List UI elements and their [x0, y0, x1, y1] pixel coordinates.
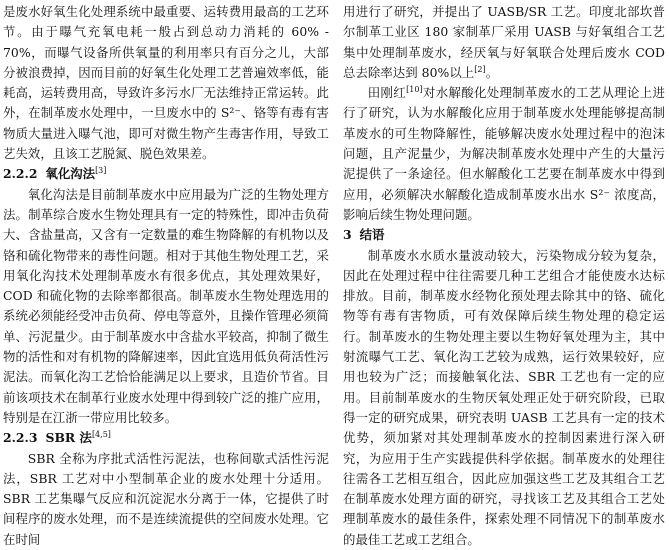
paragraph-uasb: [343, 2, 665, 83]
paragraph-text: 。: [485, 64, 499, 80]
section-number: 2.2.3: [3, 430, 38, 446]
section-title: 结语: [359, 227, 385, 243]
right-column: [343, 2, 665, 550]
paragraph-text: 用进行了研究，并提出了 UASB/SR 工艺。印度北部坎普尔制革工业区 180 家制革厂采用 UASB 与好氧组合工艺集中处理制革废水，经厌氧与好氧联合处理后废水 COD 总去除率达到 80%以上: [343, 4, 665, 80]
citation: [3]: [95, 166, 107, 176]
paragraph-oxidation-ditch: 氧化沟法是目前制革废水中应用最为广泛的生物处理方法。制革综合废水生物处理具有一定的特殊性，即冲击负荷大、含盐量高，又含有一定数量的难生物降解的有机物以及铬和硫化物带来的毒性问题。相对于其他生物处理工艺，采用氧化沟技术处理制革废水有很多优点，其处理效果好，COD 和硫化物的去除率都很高。制革废水生物处理选用的系统必须能经受冲击负荷、停电等意外，且操作管理必须简单、污泥量少。由于制革废水中含盐水平较高，抑制了微生物的活性和对有机物的降解速率，因此宜选用低负荷活性污泥法。而氧化沟工艺恰恰能满足以上要求，且造价节省。目前该项技术在制革行业废水处理中得到较广泛的推广应用，特别是在江浙一带应用比较多。: [3, 186, 329, 425]
section-number: 2.2.2: [3, 166, 38, 182]
section-heading-conclusion: [343, 225, 665, 245]
left-column: [3, 2, 329, 550]
citation: [4,5]: [91, 430, 111, 440]
citation: [2]: [474, 64, 486, 74]
paragraph-aeration-energy: 是废水好氧生化处理系统中最重要、运转费用最高的工艺环节。由于曝气充氧电耗一般占到总动力消耗的 60% - 70%，而曝气设备所供氧量的利用率只有百分之儿，大部分被浪费掉，因而目前的好氧生化处理工艺普遍效率低，能耗高，运转费用高，导致许多污水厂无法维持正常运转。此外，在制革废水处理中，一旦废水中的 S²⁻、铬等有毒有害物质大量进入曝气池，即可对微生物产生毒害作用，导致工艺失效，且该工艺脱氮、脱色效果差。: [3, 4, 329, 162]
paragraph-hydrolysis-acidification: [343, 83, 665, 225]
citation: [10]: [406, 85, 423, 95]
paragraph-conclusion: 制革废水水质水量波动较大，污染物成分较为复杂，因此在处理过程中往往需要几种工艺组合才能使废水达标排放。目前，制革废水经物化预处理去除其中的铬、硫化物等有毒有害物质，可有效保障后续生物处理的稳定运行。制革废水的生物处理主要以生物好氧处理为主，其中射流曝气工艺、氧化沟工艺较为成熟，运行效果较好，应用也较为广泛；而接触氧化法、SBR 工艺也有一定的应用。目前制革废水的生物厌氧处理正处于研究阶段，已取得一定的研究成果，研究表明 UASB 工艺具有一定的技术优势，须加紧对其处理制革废水的控制因素进行深入研究，为应用于生产实践提供科学依据。制革废水的处理往往需各工艺相互组合，因此应加强这些工艺及其组合工艺在制革废水处理方面的研究，寻找该工艺及其组合工艺处理制革废水的最佳条件，探索处理不同情况下的制革废水的最佳工艺或工艺组合。: [343, 247, 665, 547]
section-heading-oxidation-ditch: [3, 164, 329, 184]
section-title: 氧化沟法: [45, 166, 96, 182]
author-name: 田刚红: [367, 85, 407, 101]
section-number: 3: [343, 227, 352, 243]
paragraph-sbr: SBR 全称为序批式活性污泥法，也称间歇式活性污泥法，SBR 工艺对中小型制革企业的废水处理十分适用。SBR 工艺集曝气反应和沉淀泥水分离于一体，它提供了时间程序的废水处理，而不是连续流提供的空间废水处理。它在时间: [3, 450, 329, 547]
section-heading-sbr: [3, 428, 329, 448]
paragraph-text: 对水解酸化处理制革废水的工艺从理论上进行了研究，认为水解酸化应用于制革废水处理能够提高制革废水的可生物降解性，能够解决废水处理过程中的泡沫问题，且产泥量少，为解决制革废水处理中产生的大量污泥提供了一条途径。但水解酸化工艺要在制革废水中得到应用，必须解决水解酸化造成制革废水出水 S²⁻ 浓度高，影响后续生物处理问题。: [343, 85, 665, 222]
section-title: SBR 法: [45, 430, 92, 446]
